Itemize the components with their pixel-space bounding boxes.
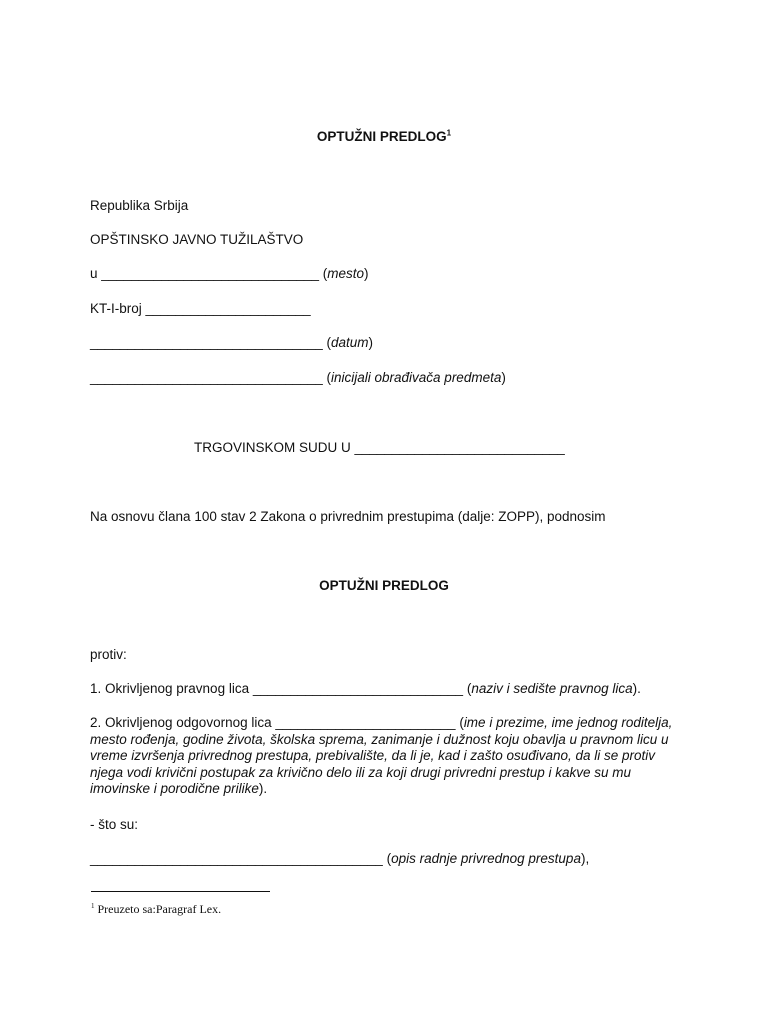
place-blank: _____________________________ [101, 266, 319, 281]
case-number-line [90, 301, 311, 317]
initials-hint: inicijali obrađivača predmeta [331, 370, 502, 385]
document-title [0, 129, 768, 145]
accused-responsible-person: 2. Okrivljenog odgovornog lica ________________________ (ime i prezime, ime jednog roditelja, mesto rođenja, godine života, školska sprema, zanimanje i dužnost koju obavlja u pravnom licu u vreme izvršenja privrednog prestupa, prebivalište, da li je, kad i zašto osuđivano, da li se protiv njega vodi krivični postupak za krivično delo ili za koji drugi privredni prestup i kakve su mu imovinske i porodične prilike). [90, 715, 673, 796]
footnote-mark: 1 [91, 902, 95, 910]
case-prefix: KT-I-broj [90, 301, 146, 316]
initials-blank: _______________________________ [90, 370, 323, 385]
footnote-separator [91, 891, 270, 892]
item2-hint: ime i prezime, ime jednog roditelja, mesto rođenja, godine života, školska sprema, zanimanje i dužnost koju obavlja u pravnom licu u vreme izvršenja privrednog prestupa, prebivalište, da li je, kad i zašto osuđivano, da li se protiv njega vodi krivični postupak za krivično delo ili za koji drugi privredni prestup i kakve su mu imovinske i porodične prilike [90, 715, 673, 796]
act-hint: opis radnje privrednog prestupa [391, 851, 581, 866]
item1-hint: naziv i sedište pravnog lica [471, 681, 633, 696]
footnote [91, 902, 221, 916]
date-blank: _______________________________ [90, 335, 323, 350]
court-label: TRGOVINSKOM SUDU U [194, 440, 355, 455]
section-title: OPTUŽNI PREDLOG [319, 578, 449, 593]
date-hint: datum [331, 335, 369, 350]
intro-sentence: Na osnovu člana 100 stav 2 Zakona o privrednim prestupima (dalje: ZOPP), podnosim [90, 509, 606, 524]
place-hint: mesto [327, 266, 365, 281]
what-label: - što su: [90, 817, 139, 832]
item1-end: ). [632, 681, 641, 696]
date-line: _______________________________ (datum) [90, 335, 374, 350]
case-blank: ______________________ [145, 301, 311, 316]
state-name: Republika Srbija [90, 198, 189, 213]
footnote-text: Preuzeto sa:Paragraf Lex. [94, 902, 222, 916]
against-label: protiv: [90, 647, 127, 662]
place-prefix: u [90, 266, 102, 281]
item2-blank: ________________________ [275, 715, 456, 730]
act-description-line: _______________________________________ (opis radnje privrednog prestupa), [90, 851, 590, 866]
court-line [194, 440, 565, 456]
footnote-reference: 1 [446, 128, 452, 138]
act-blank: _______________________________________ [90, 851, 383, 866]
title-text: OPTUŽNI PREDLOG [316, 129, 447, 144]
item2-end: ). [258, 781, 268, 796]
act-end: ), [580, 851, 590, 866]
item1-prefix: 1. Okrivljenog pravnog lica [90, 681, 253, 696]
item1-blank: ____________________________ [252, 681, 464, 696]
accused-legal-entity: 1. Okrivljenog pravnog lica ____________________________ (naziv i sedište pravnog lica). [90, 681, 641, 696]
item2-prefix: 2. Okrivljenog odgovornog lica [90, 715, 276, 730]
office-name: OPŠTINSKO JAVNO TUŽILAŠTVO [90, 232, 304, 247]
place-line: u _____________________________ (mesto) [90, 266, 369, 281]
initials-line: _______________________________ (inicijali obrađivača predmeta) [90, 370, 506, 385]
court-blank: ____________________________ [354, 440, 565, 455]
